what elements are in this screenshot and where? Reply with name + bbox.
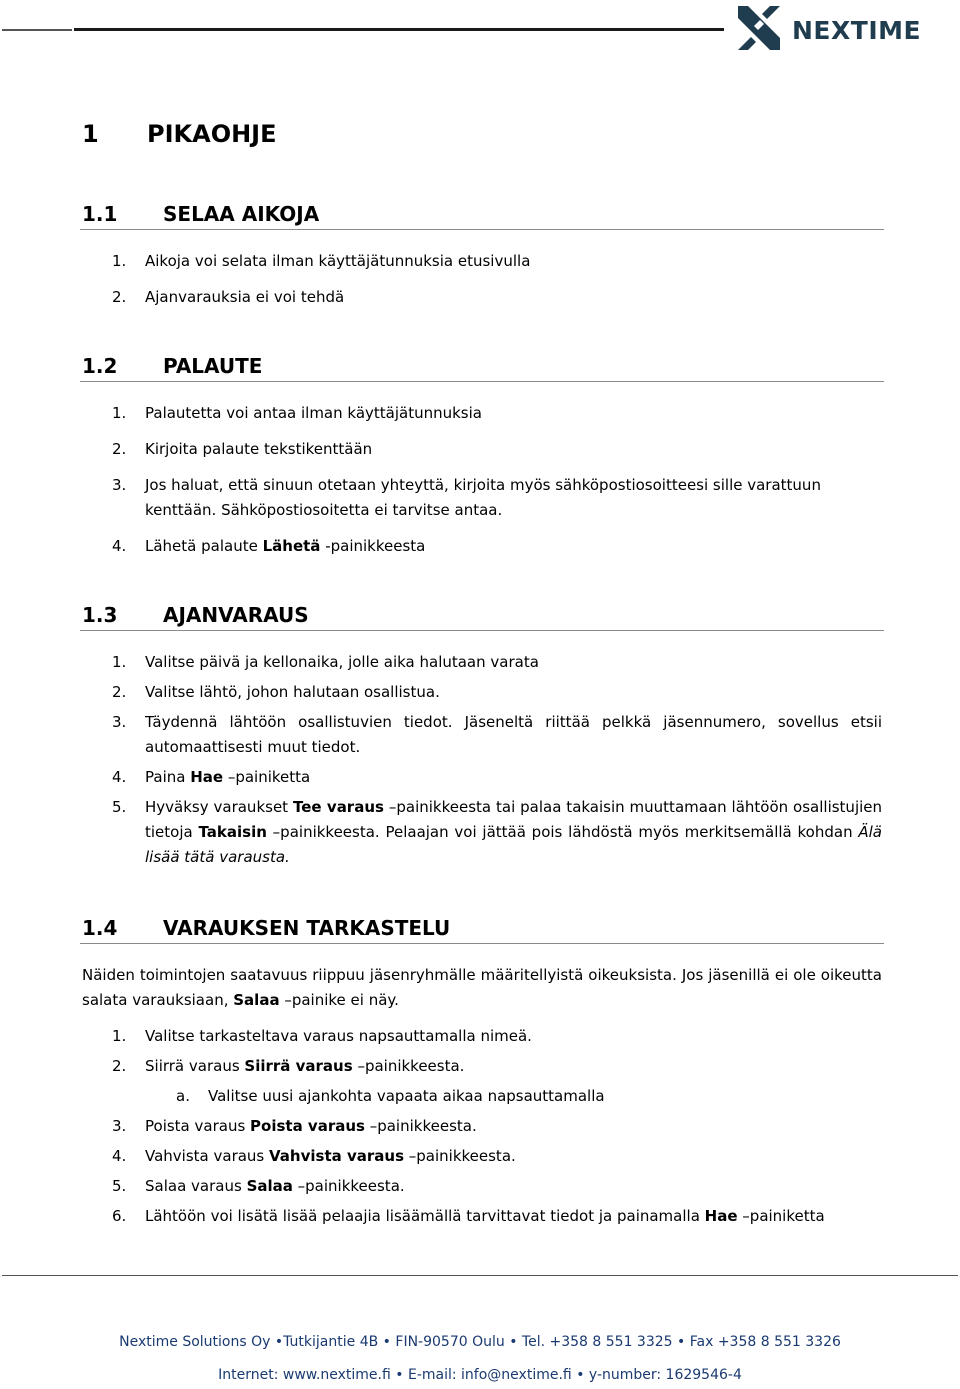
list-item — [82, 437, 882, 462]
section-intro — [82, 963, 882, 1013]
bullet-icon: • — [677, 1334, 686, 1350]
option-ref-ala-lisaa: Älä lisää tätä varausta. — [145, 823, 882, 866]
item-number: 2. — [112, 440, 127, 458]
list-item — [82, 1114, 882, 1139]
item-number: 2. — [112, 288, 127, 306]
item-text: -painikkeesta — [320, 537, 426, 555]
title-number: 1 — [82, 120, 99, 148]
item-text: Täydennä lähtöön osallistuvien tiedot. Jäseneltä riittää pelkkä jäsennumero, sovellus etsii automaattisesti muut tiedot. — [145, 713, 882, 756]
intro-text: Näiden toimintojen saatavuus riippuu jäsenryhmälle määritellyistä oikeuksista. Jos jäsenillä ei ole oikeutta salata varauksiaan, — [82, 966, 882, 1009]
header-rule-right — [74, 28, 724, 31]
item-number: 2. — [112, 1057, 127, 1075]
nextime-x-icon — [734, 4, 784, 54]
item-number: 1. — [112, 252, 127, 270]
section-title: PALAUTE — [163, 354, 263, 378]
button-ref-laheta: Lähetä — [262, 537, 321, 555]
list-item — [82, 1054, 882, 1079]
footer-phone: Tel. +358 8 551 3325 — [521, 1334, 673, 1350]
item-text: Valitse päivä ja kellonaika, jolle aika halutaan varata — [145, 653, 539, 671]
footer-email-link[interactable]: E-mail: info@nextime.fi — [407, 1367, 572, 1383]
page-title — [82, 120, 277, 148]
button-ref-vahvista-varaus: Vahvista varaus — [269, 1147, 404, 1165]
section-number: 1.3 — [82, 603, 118, 627]
item-text: –painikkeesta tai palaa takaisin muuttamaan lähtöön osallistujien tietoja — [145, 798, 883, 841]
item-number: 1. — [112, 653, 127, 671]
item-text: Palautetta voi antaa ilman käyttäjätunnuksia — [145, 404, 482, 422]
bullet-icon: • — [576, 1367, 585, 1383]
button-ref-takaisin: Takaisin — [198, 823, 267, 841]
list-item — [82, 1204, 882, 1229]
item-number: 3. — [112, 713, 127, 731]
bullet-icon: • — [395, 1367, 404, 1383]
list-item — [82, 1024, 882, 1049]
section-title: VARAUKSEN TARKASTELU — [163, 916, 451, 940]
item-text: Salaa varaus — [145, 1177, 247, 1195]
item-text: –painikkeesta. — [352, 1057, 465, 1075]
section-heading-varauksen-tarkastelu — [80, 916, 884, 944]
item-text: Siirrä varaus — [145, 1057, 245, 1075]
item-text: –painikkeesta. — [292, 1177, 405, 1195]
button-ref-salaa: Salaa — [233, 991, 280, 1009]
section-title: AJANVARAUS — [163, 603, 309, 627]
button-ref-poista-varaus: Poista varaus — [250, 1117, 365, 1135]
header-rule-left — [2, 29, 72, 31]
footer-address: Tutkijantie 4B — [283, 1334, 379, 1350]
list-item — [82, 1174, 882, 1199]
item-text: Kirjoita palaute tekstikenttään — [145, 440, 373, 458]
footer-ynumber: y-number: 1629546-4 — [588, 1367, 742, 1383]
item-number: 3. — [112, 1117, 127, 1135]
section-number: 1.1 — [82, 202, 118, 226]
item-number: 1. — [112, 1027, 127, 1045]
button-ref-siirra-varaus: Siirrä varaus — [244, 1057, 353, 1075]
item-text-line1: Jos haluat, että sinuun otetaan yhteyttä, kirjoita myös sähköpostiosoitteesi sille varattuun — [145, 476, 821, 494]
footer-fax: Fax +358 8 551 3326 — [689, 1334, 841, 1350]
footer-postal: FIN-90570 Oulu — [395, 1334, 505, 1350]
item-text: –painiketta — [737, 1207, 825, 1225]
item-text: –painiketta — [223, 768, 311, 786]
item-text: Valitse uusi ajankohta vapaata aikaa napsauttamalla — [208, 1087, 605, 1105]
item-text: Hyväksy varaukset — [145, 798, 293, 816]
item-number: 1. — [112, 404, 127, 422]
item-number: 2. — [112, 683, 127, 701]
bullet-icon: • — [509, 1334, 518, 1350]
item-text: Valitse lähtö, johon halutaan osallistua. — [145, 683, 440, 701]
list-palaute — [82, 401, 882, 559]
list-subitem — [82, 1084, 882, 1109]
section-heading-selaa — [80, 202, 884, 230]
item-text: Ajanvarauksia ei voi tehdä — [145, 288, 345, 306]
list-varauksen-tarkastelu — [82, 1024, 882, 1229]
list-item — [82, 401, 882, 426]
bullet-icon: • — [274, 1334, 284, 1350]
section-heading-ajanvaraus — [80, 603, 884, 631]
item-text: Lähetä palaute — [145, 537, 263, 555]
item-text-line2: kenttään. Sähköpostiosoitetta ei tarvitse antaa. — [145, 501, 503, 519]
item-text: Aikoja voi selata ilman käyttäjätunnuksia etusivulla — [145, 252, 531, 270]
footer-rule — [2, 1275, 958, 1276]
footer-web-line — [0, 1367, 960, 1383]
nextime-logo — [734, 4, 960, 54]
item-text: –painikkeesta. Pelaajan voi jättää pois lähdöstä myös merkitsemällä kohdan — [266, 823, 859, 841]
item-text: –painikkeesta. — [404, 1147, 516, 1165]
list-item — [82, 680, 882, 705]
section-title: SELAA AIKOJA — [163, 202, 320, 226]
list-item — [82, 765, 882, 790]
item-number: 4. — [112, 768, 127, 786]
list-item — [82, 534, 882, 559]
item-number: 4. — [112, 537, 127, 555]
list-item — [82, 795, 882, 870]
section-heading-palaute — [80, 354, 884, 382]
bullet-icon: • — [382, 1334, 391, 1350]
item-text: Valitse tarkasteltava varaus napsauttamalla nimeä. — [145, 1027, 532, 1045]
title-text: PIKAOHJE — [147, 120, 277, 148]
button-ref-hae: Hae — [704, 1207, 738, 1225]
item-number: a. — [176, 1087, 190, 1105]
footer-contact-line — [0, 1334, 960, 1350]
intro-text: –painike ei näy. — [279, 991, 399, 1009]
item-number: 5. — [112, 798, 127, 816]
item-number: 3. — [112, 476, 127, 494]
button-ref-salaa: Salaa — [246, 1177, 293, 1195]
item-text: Poista varaus — [145, 1117, 251, 1135]
item-number: 5. — [112, 1177, 127, 1195]
item-text: Vahvista varaus — [145, 1147, 270, 1165]
logo-text: NEXTIME — [792, 16, 922, 45]
list-selaa — [82, 249, 882, 310]
section-number: 1.2 — [82, 354, 118, 378]
footer-company: Nextime Solutions Oy — [119, 1334, 271, 1350]
list-item — [82, 249, 882, 274]
list-item — [82, 1144, 882, 1169]
item-text: –painikkeesta. — [364, 1117, 477, 1135]
list-item — [82, 650, 882, 675]
item-number: 6. — [112, 1207, 127, 1225]
list-ajanvaraus — [82, 650, 882, 870]
item-text: Paina — [145, 768, 191, 786]
footer-internet-link[interactable]: Internet: www.nextime.fi — [218, 1367, 391, 1383]
list-item — [82, 710, 882, 760]
button-ref-hae: Hae — [190, 768, 224, 786]
list-item — [82, 285, 882, 310]
section-number: 1.4 — [82, 916, 118, 940]
button-ref-tee-varaus: Tee varaus — [292, 798, 384, 816]
item-text: Lähtöön voi lisätä lisää pelaajia lisäämällä tarvittavat tiedot ja painamalla — [145, 1207, 705, 1225]
list-item — [82, 473, 882, 523]
item-number: 4. — [112, 1147, 127, 1165]
